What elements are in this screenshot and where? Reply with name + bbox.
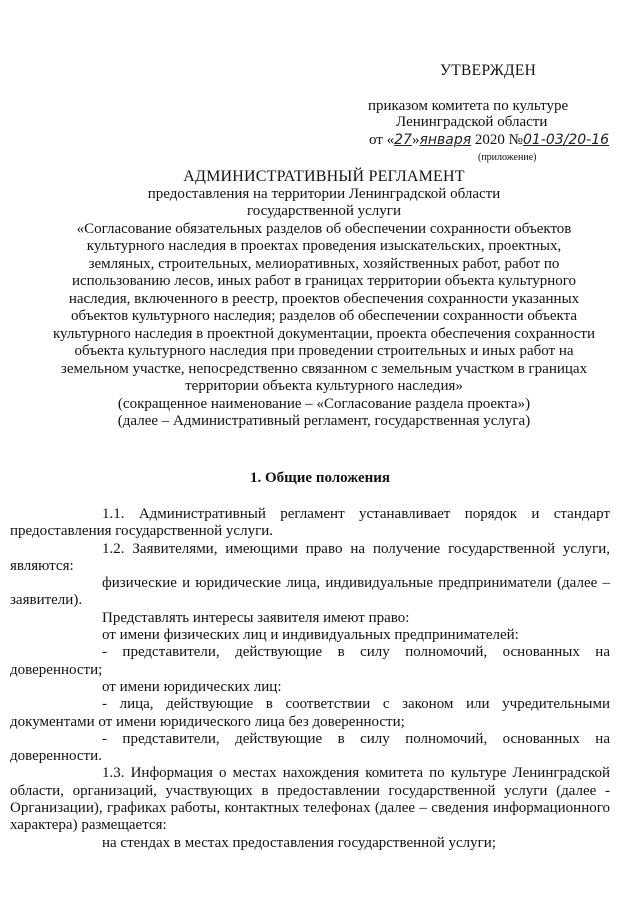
body-paragraph: от имени физических лиц и индивидуальных предпринимателей: — [102, 627, 519, 644]
title-line: (далее – Административный регламент, государственная услуга) — [117, 413, 531, 429]
title-line: земляных, строительных, мелиоративных, хозяйственных работ, работ по — [88, 255, 560, 272]
body-paragraph: - представители, действующие в силу полномочий, основанных на доверенности; — [10, 644, 610, 678]
title-line: культурного наследия в проектной документации, проекта обеспечения сохранности — [52, 325, 596, 342]
approval-order-line1: приказом комитета по культуре — [368, 98, 569, 114]
body-paragraph: 1.3. Информация о местах нахождения комитета по культуре Ленинградской области, организаций, участвующих в предоставлении государственной услуги (далее - Организации), графиках работы, контактных телефонах (далее – сведения информационного характера) размещается: — [10, 765, 610, 834]
body-paragraph: 1.2. Заявителями, имеющими право на получение государственной услуги, являются: — [10, 540, 610, 574]
title-line: объектов культурного наследия; разделов об обеспечении сохранности объекта — [70, 308, 578, 324]
approval-stamp-title: УТВЕРЖДЕН — [440, 62, 537, 79]
title-line: предоставления на территории Ленинградской области — [147, 185, 501, 202]
regulation-title-block — [40, 168, 608, 431]
handwritten-month: января — [419, 132, 472, 148]
body-paragraph: Представлять интересы заявителя имеют право: — [102, 609, 410, 626]
approval-date-line — [369, 132, 609, 149]
title-line: земельном участке, непосредственно связанном с земельным участком в границах — [60, 360, 588, 377]
body-paragraph: - представители, действующие в силу полномочий, основанных на доверенности. — [10, 730, 610, 765]
title-line: «Согласование обязательных разделов об обеспечении сохранности объектов — [76, 220, 572, 237]
date-year: 2020 № — [474, 132, 523, 148]
title-line: территории объекта культурного наследия» — [185, 378, 463, 394]
body-paragraph: от имени юридических лиц: — [102, 678, 282, 695]
title-line: культурного наследия в проектах проведения изыскательских, проектных, — [86, 238, 562, 254]
body-paragraph: - лица, действующие в соответствии с законом или учредительными документами от имени юридического лица без доверенности; — [10, 696, 610, 730]
title-line: объекта культурного наследия при проведении строительных и иных работ на — [74, 343, 574, 359]
body-paragraph: 1.1. Административный регламент устанавливает порядок и стандарт предоставления государственной услуги. — [10, 506, 610, 540]
date-prefix: от « — [369, 132, 395, 148]
date-mid: » — [411, 132, 420, 148]
body-paragraph: физические и юридические лица, индивидуальные предприниматели (далее – заявители). — [10, 575, 610, 609]
body-paragraph: на стендах в местах предоставления государственной услуги; — [102, 834, 496, 851]
title-line: наследия, включенного в реестр, проектов обеспечения сохранности указанных — [68, 290, 580, 307]
title-line: использованию лесов, иных работ в границах территории объекта культурного — [71, 273, 577, 289]
title-line: (сокращенное наименование – «Согласование раздела проекта») — [117, 395, 531, 412]
handwritten-number: 01-03/20-16 — [522, 132, 610, 148]
title-line: государственной услуги — [247, 203, 401, 219]
appendix-note: (приложение) — [478, 152, 537, 163]
approval-order-line2: Ленинградской области — [396, 114, 548, 130]
section-body — [10, 506, 610, 852]
handwritten-day: 27 — [394, 132, 412, 148]
section-heading: 1. Общие положения — [249, 470, 391, 486]
regulation-title: АДМИНИСТРАТИВНЫЙ РЕГЛАМЕНТ — [183, 168, 465, 185]
